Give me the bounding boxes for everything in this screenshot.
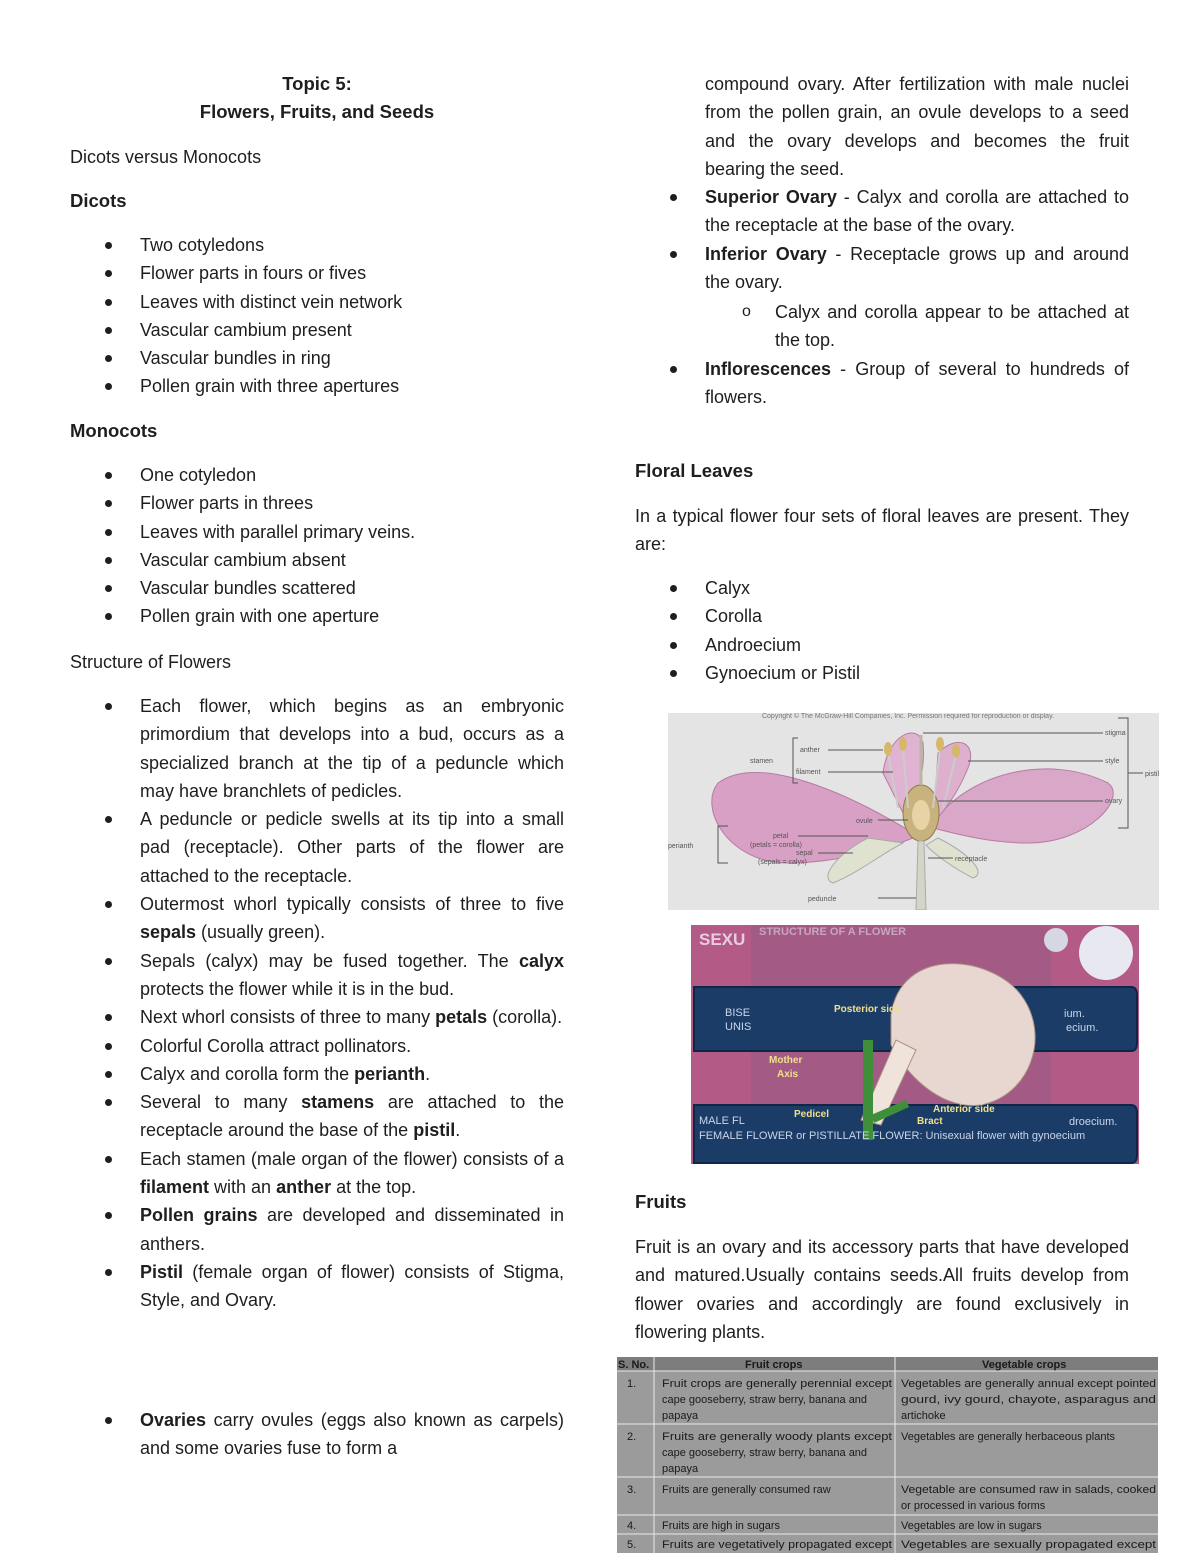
svg-text:UNIS: UNIS [725,1021,752,1033]
list-item: Androecium [635,631,1129,659]
page-title: Flowers, Fruits, and Seeds [199,101,435,122]
dicots-list [70,231,564,401]
list-item: A peduncle or pedicle swells at its tip into a small pad (receptacle). Other parts of the flower are attached to the receptacle. [70,805,564,890]
list-item: Several to many stamens are attached to the receptacle around the base of the pistil. [70,1088,564,1145]
list-item: Outermost whorl typically consists of three to five sepals (usually green). [70,890,564,947]
svg-text:FEMALE FLOWER or PISTILLATE FL: FEMALE FLOWER or PISTILLATE FLOWER: Unisexual flower with gynoecium [699,1130,1086,1142]
list-item: Colorful Corolla attract pollinators. [70,1032,564,1060]
list-item: Corolla [635,602,1129,630]
list-item: Calyx [635,574,1129,602]
list-item: Leaves with distinct vein network [70,288,564,316]
svg-text:Anterior side: Anterior side [933,1104,995,1115]
svg-text:2.: 2. [627,1431,637,1443]
svg-text:Copyright © The McGraw-Hill Co: Copyright © The McGraw-Hill Companies, Inc. Permission required for reproduction or display. [761,713,1055,720]
svg-text:Fruits are generally consumed: Fruits are generally consumed raw [662,1484,831,1496]
list-item: Pistil (female organ of flower) consists of Stigma, Style, and Ovary. [70,1258,564,1315]
svg-text:SEXU: SEXU [699,930,746,949]
table-header: S. No. [618,1359,650,1371]
svg-text:gourd, ivy gourd, chayote, asp: gourd, ivy gourd, chayote, asparagus and [901,1394,1156,1406]
ovary-types-list [635,70,1129,296]
list-item: Ovaries carry ovules (eggs also known as carpels) and some ovaries fuse to form a [70,1406,564,1463]
svg-text:sepal: sepal [796,850,813,857]
list-item: Leaves with parallel primary veins. [70,518,564,546]
svg-text:Mother: Mother [769,1055,803,1066]
svg-text:cape gooseberry, straw berry,: cape gooseberry, straw berry, banana and [662,1394,868,1406]
svg-text:MALE FL: MALE FL [699,1115,745,1127]
floral-leaves-paragraph: In a typical flower four sets of floral leaves are present. They are: [635,506,1129,555]
flower-anatomy-figure [668,713,1159,910]
list-item: o Calyx and corolla appear to be attached at the top. [742,302,1129,351]
list-item: Inflorescences - Group of several to hundreds of flowers. [635,355,1129,412]
svg-text:Fruits are high in sugars: Fruits are high in sugars [662,1520,780,1532]
monocots-heading: Monocots [70,420,158,441]
svg-text:Fruits are vegetatively propag: Fruits are vegetatively propagated except [662,1539,892,1551]
svg-text:stigma: stigma [1105,730,1126,737]
list-item: Next whorl consists of three to many petals (corolla). [70,1003,564,1031]
list-item: Superior Ovary - Calyx and corolla are attached to the receptacle at the base of the ovary. [635,183,1129,240]
svg-text:receptacle: receptacle [955,856,988,863]
list-item: Each stamen (male organ of the flower) consists of a filament with an anther at the top. [70,1145,564,1202]
svg-text:STRUCTURE OF A FLOWER: STRUCTURE OF A FLOWER [759,926,907,938]
flower-structure-slide [691,925,1139,1164]
svg-text:style: style [1105,758,1120,765]
svg-text:3.: 3. [627,1484,637,1496]
svg-text:1.: 1. [627,1378,637,1390]
svg-text:artichoke: artichoke [901,1410,946,1422]
svg-text:anther: anther [800,747,820,754]
list-item: Each flower, which begins as an embryonic primordium that develops into a bud, occurs as a specialized branch at the tip of a peduncle which may have branchlets of pedicles. [70,692,564,805]
svg-text:cape gooseberry, straw berry,: cape gooseberry, straw berry, banana and [662,1447,868,1459]
svg-text:(sepals = calyx): (sepals = calyx) [758,859,807,866]
list-item: Flower parts in threes [70,489,564,517]
sub-list [635,298,1129,355]
structure-list [70,692,564,1315]
svg-text:peduncle: peduncle [808,896,837,903]
svg-text:petal: petal [773,833,789,840]
list-item: Vascular cambium present [70,316,564,344]
dicots-heading: Dicots [70,190,127,211]
list-item: Pollen grains are developed and disseminated in anthers. [70,1201,564,1258]
list-item: Pollen grain with one aperture [70,602,564,630]
list-item: compound ovary. After fertilization with male nuclei from the pollen grain, an ovule develops to a seed and the ovary develops and becomes the fruit bearing the seed. [705,74,1129,179]
list-item: Gynoecium or Pistil [635,659,1129,687]
list-item: Inferior Ovary - Receptacle grows up and around the ovary. [635,240,1129,297]
svg-text:papaya: papaya [662,1410,699,1422]
floral-leaves-heading: Floral Leaves [635,460,754,481]
svg-text:BISE: BISE [725,1007,751,1019]
list-item: Pollen grain with three apertures [70,372,564,400]
svg-text:(petals = corolla): (petals = corolla) [750,842,802,849]
list-item: Vascular bundles in ring [70,344,564,372]
list-item: Vascular cambium absent [70,546,564,574]
svg-text:filament: filament [796,769,821,776]
svg-text:Vegetables are generally annua: Vegetables are generally annual except pointed [901,1378,1156,1390]
ovaries-list [70,1406,564,1463]
svg-text:ium.: ium. [1064,1008,1085,1020]
svg-text:perianth: perianth [668,843,694,850]
list-item: One cotyledon [70,461,564,489]
svg-text:Vegetables are low in sugars: Vegetables are low in sugars [901,1520,1042,1532]
svg-text:Vegetables are generally herba: Vegetables are generally herbaceous plants [901,1431,1116,1443]
list-item: Sepals (calyx) may be fused together. The calyx protects the flower while it is in the bud. [70,947,564,1004]
svg-text:Bract: Bract [917,1116,943,1127]
list-item: Flower parts in fours or fives [70,259,564,287]
svg-text:droecium.: droecium. [1069,1116,1118,1128]
list-item: Calyx and corolla form the perianth. [70,1060,564,1088]
svg-text:pistil: pistil [1145,771,1159,778]
list-item: Vascular bundles scattered [70,574,564,602]
svg-text:Vegetable are consumed raw in: Vegetable are consumed raw in salads, cooked [901,1484,1156,1496]
svg-text:papaya: papaya [662,1463,699,1475]
svg-text:ecium.: ecium. [1066,1022,1099,1034]
inflorescence-list [635,355,1129,412]
list-item: Two cotyledons [70,231,564,259]
fruits-heading: Fruits [635,1191,687,1212]
table-header: Fruit crops [745,1359,803,1371]
structure-heading: Structure of Flowers [70,652,232,672]
svg-text:5.: 5. [627,1539,637,1551]
svg-text:stamen: stamen [750,758,773,765]
svg-text:4.: 4. [627,1520,637,1532]
svg-text:Posterior side: Posterior side [834,1004,901,1015]
svg-text:ovary: ovary [1105,798,1123,805]
svg-text:or processed in various forms: or processed in various forms [901,1500,1046,1512]
svg-text:ovule: ovule [856,818,873,825]
intro-line: Dicots versus Monocots [70,147,262,167]
svg-text:Axis: Axis [777,1069,799,1080]
svg-text:Fruit crops are generally pere: Fruit crops are generally perennial except [662,1378,892,1390]
fruits-paragraph: Fruit is an ovary and its accessory parts that have developed and matured.Usually contains seeds.All fruits develop from flower ovaries and accordingly are found exclusively in flowering plants. [635,1237,1129,1342]
svg-text:Fruits are generally woody pla: Fruits are generally woody plants except [662,1431,892,1443]
table-header: Vegetable crops [982,1359,1067,1371]
floral-leaves-list [635,574,1129,687]
svg-text:Pedicel: Pedicel [794,1109,830,1120]
svg-text:Vegetables are sexually propag: Vegetables are sexually propagated except [901,1539,1156,1551]
topic-number: Topic 5: [282,73,352,94]
fruit-vegetable-table [617,1357,1158,1553]
monocots-list [70,461,564,631]
